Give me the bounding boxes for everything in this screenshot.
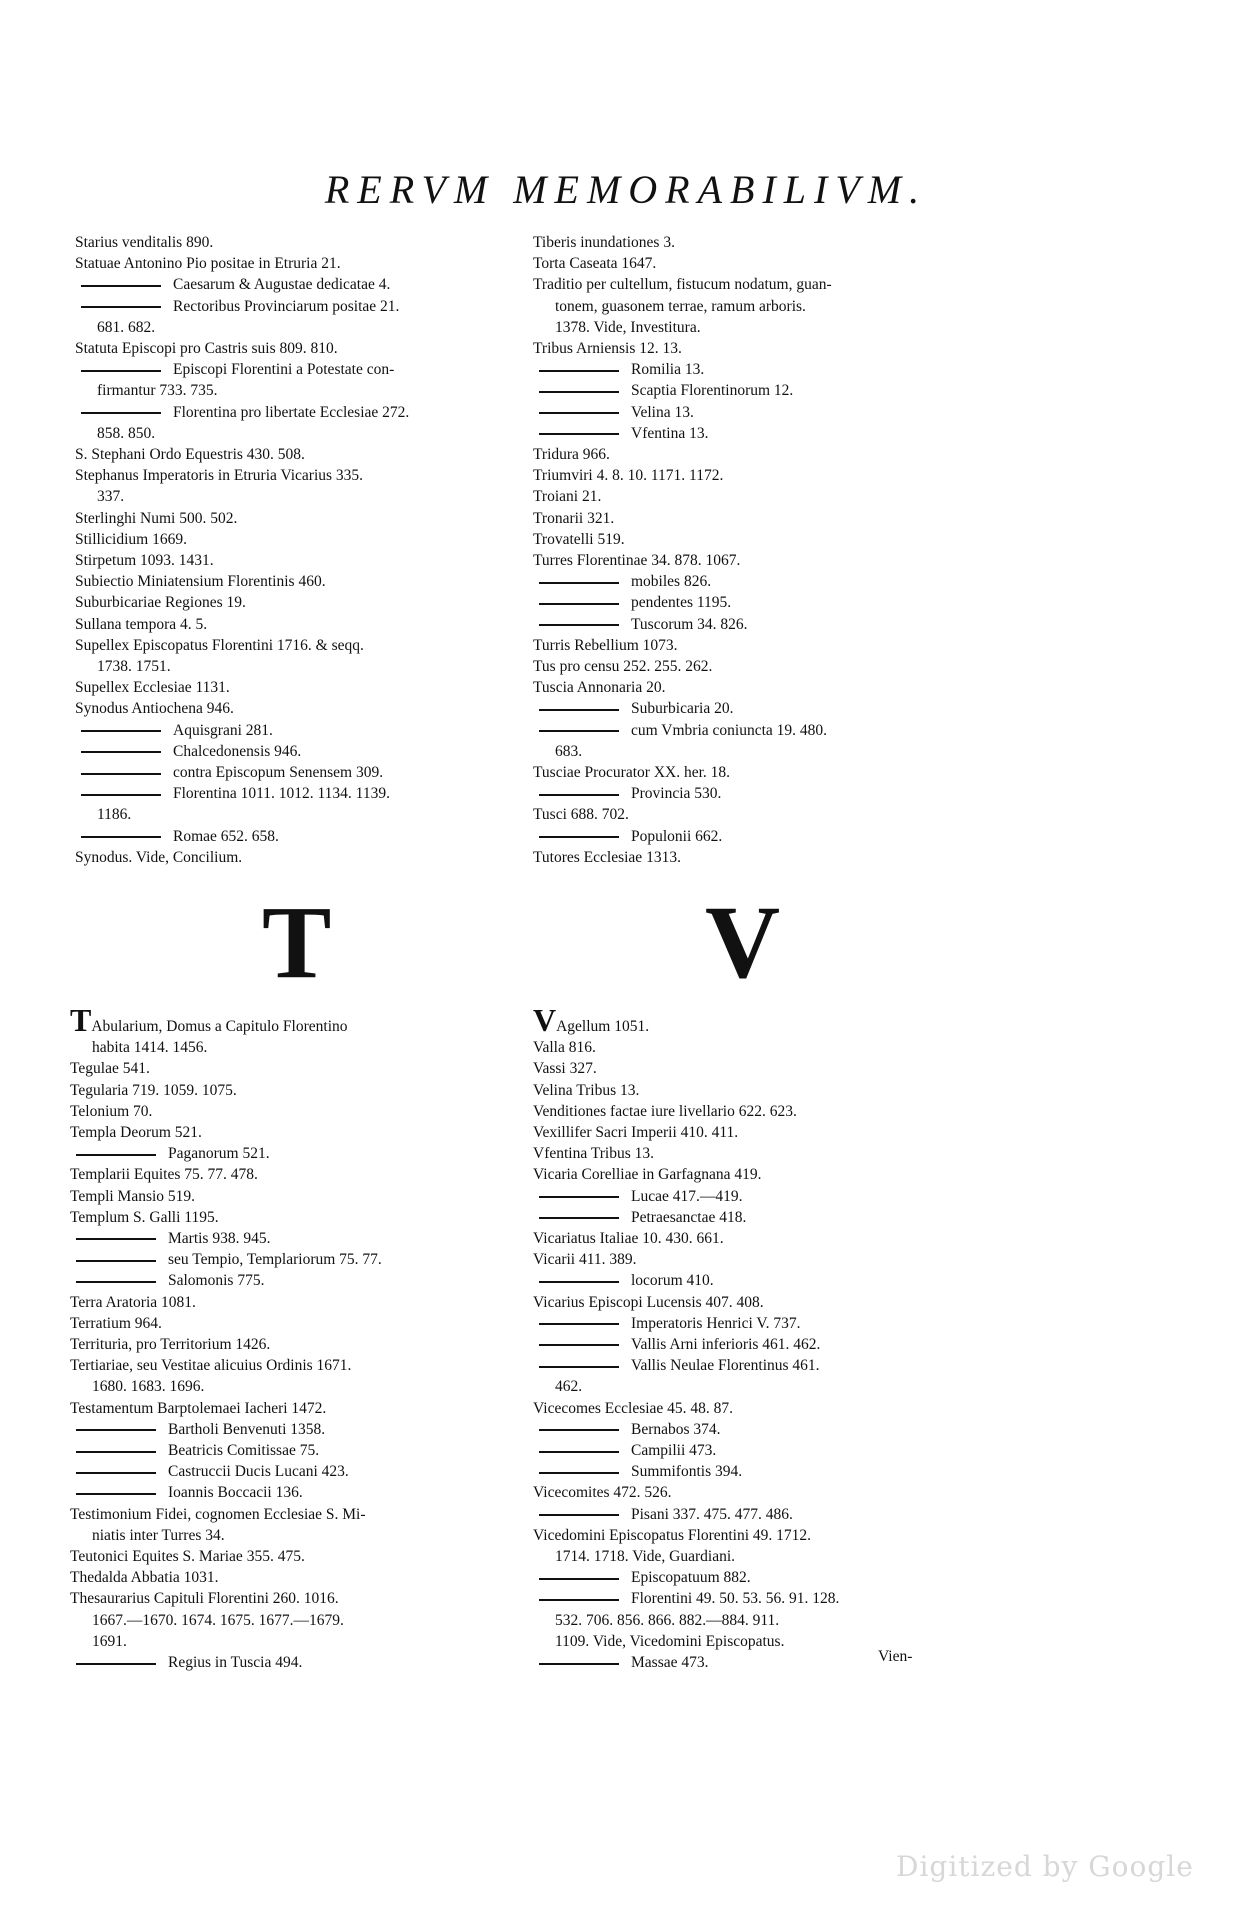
index-entry: Teutonici Equites S. Mariae 355. 475. <box>70 1548 305 1566</box>
index-entry: Vassi 327. <box>533 1060 597 1078</box>
index-entry: Sterlinghi Numi 500. 502. <box>75 509 238 527</box>
sub-entry: Petraesanctae 418. <box>533 1207 1003 1228</box>
index-entry: Turres Florentinae 34. 878. 1067. <box>533 552 741 570</box>
entry-continuation: 1738. 1751. <box>97 658 171 676</box>
index-entry: Tridura 966. <box>533 446 610 464</box>
sub-entry: Campilii 473. <box>533 1440 1003 1461</box>
sub-entry: Florentina pro libertate Ecclesiae 272. <box>75 402 515 423</box>
sub-entry: Aquisgrani 281. <box>75 720 515 741</box>
sub-entry: cum Vmbria coniuncta 19. 480. <box>533 720 1003 741</box>
entry-continuation: 1680. 1683. 1696. <box>92 1378 205 1396</box>
right-top-column <box>533 232 1003 868</box>
section-letter-v: V <box>705 885 781 1000</box>
index-entry: Tertiariae, seu Vestitae alicuius Ordinis 1671. <box>70 1357 352 1375</box>
sub-entry: Florentina 1011. 1012. 1134. 1139. <box>75 783 515 804</box>
sub-entry: Castruccii Ducis Lucani 423. <box>70 1461 525 1482</box>
index-entry: Terra Aratoria 1081. <box>70 1293 196 1311</box>
index-entry: Vicecomites 472. 526. <box>533 1484 672 1502</box>
index-entry: Stephanus Imperatoris in Etruria Vicarius 335. <box>75 467 364 485</box>
index-entry: Testimonium Fidei, cognomen Ecclesiae S. Mi- <box>70 1505 366 1523</box>
entry-continuation: niatis inter Turres 34. <box>92 1526 225 1544</box>
index-entry: Tutores Ecclesiae 1313. <box>533 848 681 866</box>
index-entry: Vfentina Tribus 13. <box>533 1145 654 1163</box>
entry-continuation: 462. <box>555 1378 583 1396</box>
sub-entry: Imperatoris Henrici V. 737. <box>533 1313 1003 1334</box>
index-entry: Tusciae Procurator XX. her. 18. <box>533 764 731 782</box>
sub-entry: Ioannis Boccacii 136. <box>70 1482 525 1503</box>
index-entry: Templi Mansio 519. <box>70 1187 196 1205</box>
index-entry: Synodus. Vide, Concilium. <box>75 848 243 866</box>
entry-continuation: 1691. <box>92 1632 127 1650</box>
index-entry: Templum S. Galli 1195. <box>70 1208 219 1226</box>
entry-continuation: 681. 682. <box>97 318 156 336</box>
entry-continuation: 683. <box>555 742 583 760</box>
left-top-column <box>75 232 515 868</box>
sub-entry: Populonii 662. <box>533 826 1003 847</box>
entry-continuation: 337. <box>97 488 125 506</box>
initial-letter: V <box>533 1002 557 1038</box>
page-title: RERVM MEMORABILIVM. <box>324 167 928 212</box>
index-entry: Templarii Equites 75. 77. 478. <box>70 1166 258 1184</box>
index-entry: Trovatelli 519. <box>533 530 625 548</box>
index-entry: Templa Deorum 521. <box>70 1124 202 1142</box>
index-entry: Troiani 21. <box>533 488 602 506</box>
sub-entry: Vallis Neulae Florentinus 461. <box>533 1355 1003 1376</box>
index-entry: Turris Rebellium 1073. <box>533 636 678 654</box>
index-entry: Tuscia Annonaria 20. <box>533 679 666 697</box>
index-entry: Valla 816. <box>533 1039 596 1057</box>
index-entry: Suburbicariae Regiones 19. <box>75 594 246 612</box>
index-entry: Tus pro censu 252. 255. 262. <box>533 658 713 676</box>
sub-entry: Episcopi Florentini a Potestate con- <box>75 359 515 380</box>
sub-entry: Provincia 530. <box>533 783 1003 804</box>
index-entry: Tegularia 719. 1059. 1075. <box>70 1081 237 1099</box>
index-entry: Supellex Episcopatus Florentini 1716. & seqq. <box>75 636 364 654</box>
index-entry: Statuae Antonino Pio positae in Etruria 21. <box>75 255 341 273</box>
right-bottom-column <box>533 1002 1003 1673</box>
index-entry: Sullana tempora 4. 5. <box>75 615 208 633</box>
sub-entry: Rectoribus Provinciarum positae 21. <box>75 296 515 317</box>
index-entry: Thedalda Abbatia 1031. <box>70 1569 219 1587</box>
entry-continuation: 1186. <box>97 806 132 824</box>
entry-continuation: habita 1414. 1456. <box>92 1039 208 1057</box>
sub-entry: Martis 938. 945. <box>70 1228 525 1249</box>
left-bottom-column <box>70 1002 525 1673</box>
index-entry: Vexillifer Sacri Imperii 410. 411. <box>533 1124 739 1142</box>
index-entry: Supellex Ecclesiae 1131. <box>75 679 230 697</box>
sub-entry: Regius in Tuscia 494. <box>70 1652 525 1673</box>
sub-entry: Bernabos 374. <box>533 1419 1003 1440</box>
sub-entry: Caesarum & Augustae dedicatae 4. <box>75 274 515 295</box>
sub-entry: Romae 652. 658. <box>75 826 515 847</box>
sub-entry: pendentes 1195. <box>533 592 1003 613</box>
sub-entry: Scaptia Florentinorum 12. <box>533 380 1003 401</box>
index-entry: S. Stephani Ordo Equestris 430. 508. <box>75 446 305 464</box>
index-entry: Tronarii 321. <box>533 509 615 527</box>
index-entry <box>533 1002 1003 1038</box>
index-entry: Tribus Arniensis 12. 13. <box>533 340 682 358</box>
index-entry: Velina Tribus 13. <box>533 1081 640 1099</box>
index-entry: Torta Caseata 1647. <box>533 255 657 273</box>
sub-entry: Paganorum 521. <box>70 1143 525 1164</box>
sub-entry: seu Tempio, Templariorum 75. 77. <box>70 1249 525 1270</box>
sub-entry: contra Episcopum Senensem 309. <box>75 762 515 783</box>
entry-text: Agellum 1051. <box>556 1018 650 1035</box>
index-entry: Vicariatus Italiae 10. 430. 661. <box>533 1230 724 1248</box>
index-entry: Stillicidium 1669. <box>75 530 187 548</box>
index-entry: Testamentum Barptolemaei Iacheri 1472. <box>70 1399 327 1417</box>
index-entry: Tusci 688. 702. <box>533 806 629 824</box>
entry-continuation: 1378. Vide, Investitura. <box>555 318 701 336</box>
index-entry: Vicedomini Episcopatus Florentini 49. 1712. <box>533 1526 812 1544</box>
section-letter-t: T <box>262 885 332 1000</box>
catchword: Vien- <box>878 1648 913 1665</box>
index-entry: Stirpetum 1093. 1431. <box>75 552 214 570</box>
sub-entry: Velina 13. <box>533 402 1003 423</box>
index-entry: Thesaurarius Capituli Florentini 260. 1016. <box>70 1590 339 1608</box>
index-entry: Telonium 70. <box>70 1102 153 1120</box>
sub-entry: Beatricis Comitissae 75. <box>70 1440 525 1461</box>
entry-continuation: firmantur 733. 735. <box>97 382 218 400</box>
sub-entry: Suburbicaria 20. <box>533 698 1003 719</box>
index-entry: Traditio per cultellum, fistucum nodatum, guan- <box>533 276 832 294</box>
index-entry: Synodus Antiochena 946. <box>75 700 234 718</box>
sub-entry: mobiles 826. <box>533 571 1003 592</box>
watermark: Digitized by Google <box>896 1850 1194 1883</box>
sub-entry: locorum 410. <box>533 1270 1003 1291</box>
entry-continuation: 1109. Vide, Vicedomini Episcopatus. <box>555 1632 785 1650</box>
index-entry: Vicaria Corelliae in Garfagnana 419. <box>533 1166 762 1184</box>
sub-entry: Pisani 337. 475. 477. 486. <box>533 1504 1003 1525</box>
sub-entry: Vfentina 13. <box>533 423 1003 444</box>
index-entry: Vicarii 411. 389. <box>533 1251 637 1269</box>
entry-text: Abularium, Domus a Capitulo Florentino <box>91 1018 348 1035</box>
sub-entry: Romilia 13. <box>533 359 1003 380</box>
index-entry: Venditiones factae iure livellario 622. 623. <box>533 1102 797 1120</box>
sub-entry: Massae 473. <box>533 1652 1003 1673</box>
index-entry: Vicecomes Ecclesiae 45. 48. 87. <box>533 1399 734 1417</box>
index-entry: Starius venditalis 890. <box>75 234 214 251</box>
sub-entry: Bartholi Benvenuti 1358. <box>70 1419 525 1440</box>
index-entry: Triumviri 4. 8. 10. 1171. 1172. <box>533 467 724 485</box>
index-entry: Vicarius Episcopi Lucensis 407. 408. <box>533 1293 764 1311</box>
index-entry: Subiectio Miniatensium Florentinis 460. <box>75 573 326 591</box>
sub-entry: Tuscorum 34. 826. <box>533 614 1003 635</box>
index-entry: Tegulae 541. <box>70 1060 150 1078</box>
sub-entry: Chalcedonensis 946. <box>75 741 515 762</box>
sub-entry: Salomonis 775. <box>70 1270 525 1291</box>
index-entry: Territuria, pro Territorium 1426. <box>70 1336 271 1354</box>
sub-entry: Vallis Arni inferioris 461. 462. <box>533 1334 1003 1355</box>
entry-continuation: 1714. 1718. Vide, Guardiani. <box>555 1548 736 1566</box>
index-entry: Statuta Episcopi pro Castris suis 809. 810. <box>75 340 338 358</box>
index-entry: Terratium 964. <box>70 1314 162 1332</box>
entry-continuation: 858. 850. <box>97 424 156 442</box>
sub-entry: Summifontis 394. <box>533 1461 1003 1482</box>
sub-entry: Florentini 49. 50. 53. 56. 91. 128. <box>533 1588 1003 1609</box>
entry-continuation: 532. 706. 856. 866. 882.—884. 911. <box>555 1611 780 1629</box>
entry-continuation: tonem, guasonem terrae, ramum arboris. <box>555 297 806 315</box>
index-entry <box>70 1002 525 1038</box>
sub-entry: Episcopatuum 882. <box>533 1567 1003 1588</box>
sub-entry: Lucae 417.—419. <box>533 1186 1003 1207</box>
index-entry: Tiberis inundationes 3. <box>533 234 675 251</box>
initial-letter: T <box>70 1002 92 1038</box>
entry-continuation: 1667.—1670. 1674. 1675. 1677.—1679. <box>92 1611 344 1629</box>
